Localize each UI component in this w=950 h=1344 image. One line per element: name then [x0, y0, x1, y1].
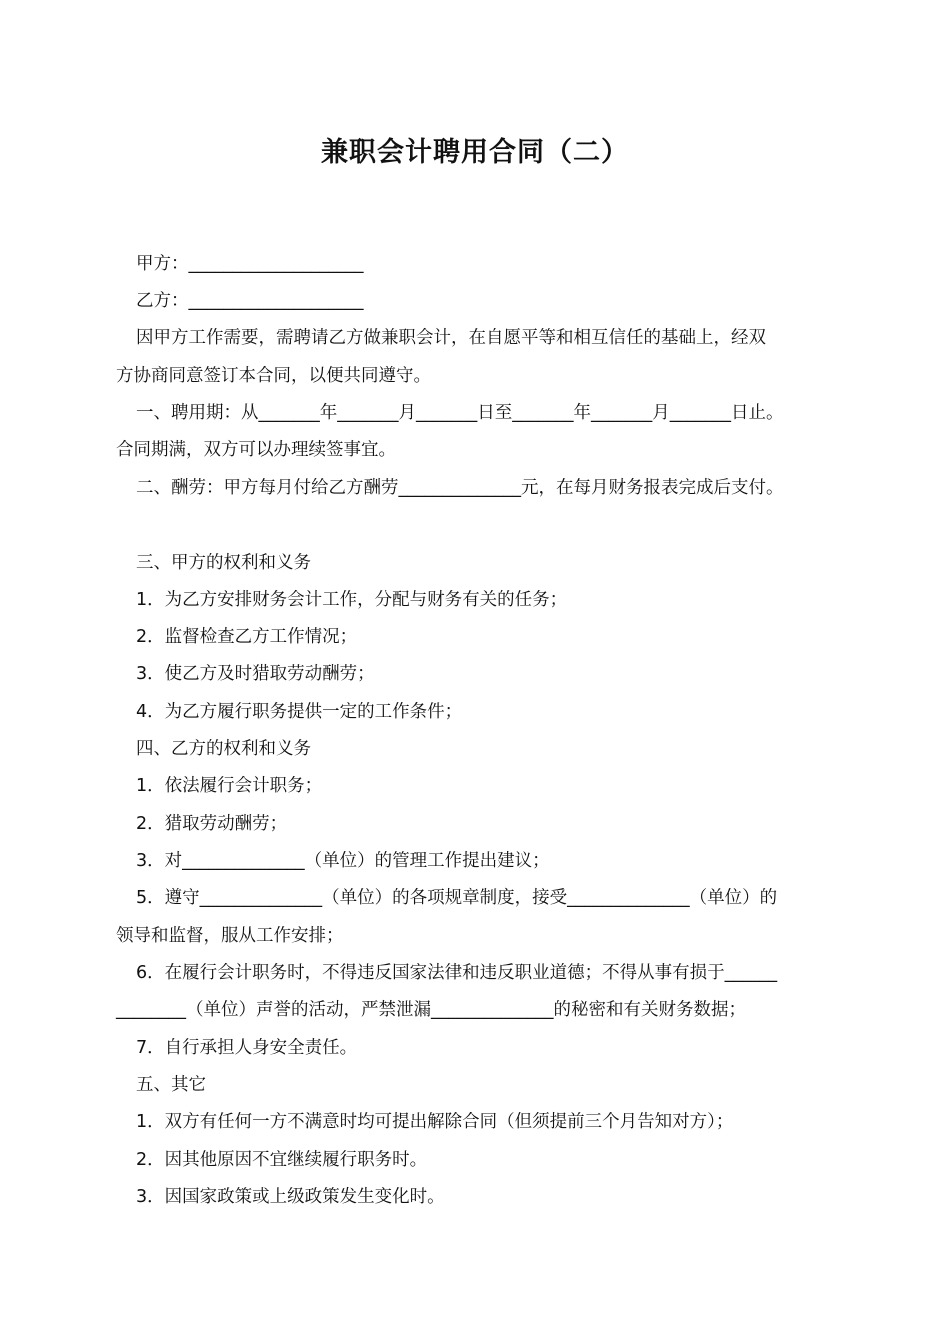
list-item: 2．猎取劳动酬劳；: [136, 814, 288, 834]
list-item-continuation: 领导和监督，服从工作安排；: [116, 926, 344, 946]
document-title: 兼职会计聘用合同（二）: [321, 137, 629, 168]
list-item: 2．因其他原因不宜继续履行职务时。: [136, 1150, 428, 1170]
remuneration-clause: 二、酬劳：甲方每月付给乙方酬劳______________元，在每月财务报表完成后支付。: [136, 478, 784, 498]
party-a-line: 甲方：____________________: [136, 254, 364, 274]
list-item: 4．为乙方履行职务提供一定的工作条件；: [136, 702, 463, 722]
party-b-line: 乙方：____________________: [136, 291, 364, 311]
preamble-line-1: 因甲方工作需要，需聘请乙方做兼职会计，在自愿平等和相互信任的基础上，经双: [136, 328, 766, 348]
term-clause-line-1: 一、聘用期：从_______年_______月_______日至_______年_______月_______日止。: [136, 403, 784, 423]
list-item: 1．双方有任何一方不满意时均可提出解除合同（但须提前三个月告知对方）；: [136, 1112, 734, 1132]
list-item: 1．依法履行会计职务；: [136, 776, 323, 796]
list-item-continuation: ________（单位）声誉的活动，严禁泄漏______________的秘密和有关财务数据；: [116, 1000, 746, 1020]
section-heading-other: 五、其它: [136, 1075, 206, 1095]
preamble-line-2: 方协商同意签订本合同，以便共同遵守。: [116, 366, 431, 386]
term-clause-line-2: 合同期满，双方可以办理续签事宜。: [116, 440, 396, 460]
list-item: 3．因国家政策或上级政策发生变化时。: [136, 1187, 445, 1207]
section-heading-party-a: 三、甲方的权利和义务: [136, 553, 311, 573]
section-heading-party-b: 四、乙方的权利和义务: [136, 739, 311, 759]
list-item: 7．自行承担人身安全责任。: [136, 1038, 358, 1058]
list-item: 2．监督检查乙方工作情况；: [136, 627, 358, 647]
list-item: 6．在履行会计职务时，不得违反国家法律和违反职业道德；不得从事有损于______: [136, 963, 778, 983]
list-item: 3．使乙方及时猎取劳动酬劳；: [136, 664, 375, 684]
list-item: 3．对______________（单位）的管理工作提出建议；: [136, 851, 550, 871]
list-item: 1．为乙方安排财务会计工作，分配与财务有关的任务；: [136, 590, 568, 610]
list-item: 5．遵守______________（单位）的各项规章制度，接受______________（单位）的: [136, 888, 778, 908]
